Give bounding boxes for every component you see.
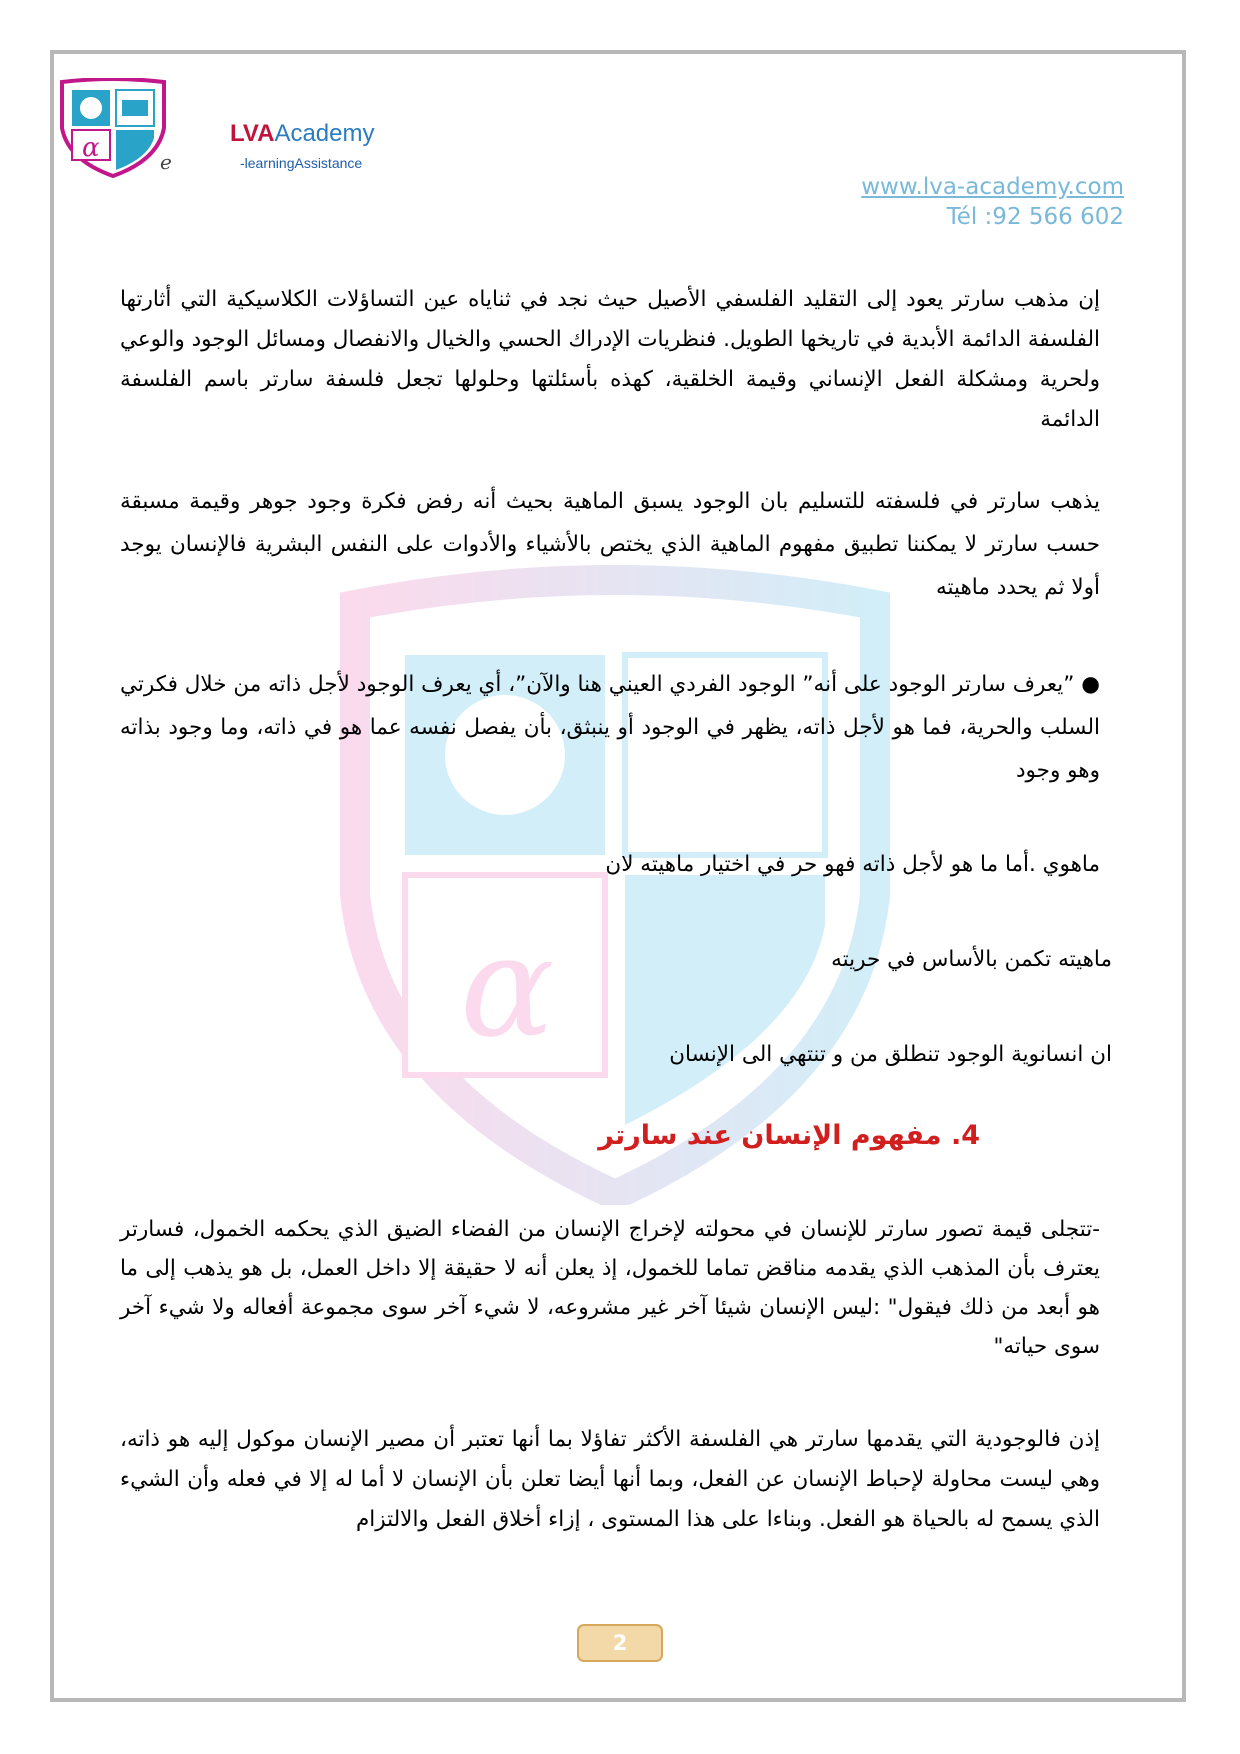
paragraph-5: ماهيته تكمن بالأساس في حريته [831,947,1112,972]
paragraph-6: ان انسانوية الوجود تنطلق من و تنتهي الى الإنسان [669,1042,1112,1067]
paragraph-3: ● ”يعرف سارتر الوجود على أنه” الوجود الفردي العيني هنا والآن”، أي يعرف الوجود لأجل ذاته من خلال فكرتي السلب والحرية، فما هو لأجل ذاته، يظهر في الوجود أو ينبثق، بأن يفصل نفسه عما هو في ذاته، وما وجود بذاته وهو وجود [120,672,1100,783]
svg-text:α: α [460,906,555,1069]
brand-tagline: -learningAssistance [240,155,363,171]
page-number: 2 [577,1624,663,1662]
website-link[interactable]: www.lva-academy.com [861,174,1124,200]
section-heading: 4. مفهوم الإنسان عند سارتر [598,1120,980,1151]
paragraph-1: إن مذهب سارتر يعود إلى التقليد الفلسفي الأصيل حيث نجد في ثناياه عين التساؤلات الكلاسيكية التي أثارتها الفلسفة الدائمة الأبدية في تاريخها الطويل. فنظريات الإدراك الحسي والخيال والانفصال ومسائل الوجود والوعي ولحرية ومشكلة الفعل الإنساني وقيمة الخلقية، كهذه بأسئلتها وحلولها تجعل فلسفة سارتر باسم الفلسفة الدائمة [120,287,1100,432]
paragraph-4: ماهوي .أما ما هو لأجل ذاته فهو حر في اختيار ماهيته لان [605,852,1100,877]
paragraph-8: إذن فالوجودية التي يقدمها سارتر هي الفلسفة الأكثر تفاؤلا بما أنها تعتبر أن مصير الإنسان موكول إليه هو ذاته، وهي ليست محاولة لإحباط الإنسان عن الفعل، وبما أنها أيضا تعلن بأن الإنسان لا أما له إلا في فعله وأن الشيء الذي يسمح له بالحياة هو الفعل. وبناءا على هذا المستوى ، إزاء أخلاق الفعل والالتزام [120,1427,1100,1532]
logo-e-letter: e [160,150,172,174]
brand-prefix: LVA [230,120,275,147]
paragraph-2: يذهب سارتر في فلسفته للتسليم بان الوجود يسبق الماهية بحيث أنه رفض فكرة وجود جوهر وقيمة مسبقة حسب سارتر لا يمكننا تطبيق مفهوم الماهية الذي يختص بالأشياء والأدوات على النفس البشرية فالإنسان يوجد أولا ثم يحدد ماهيته [120,489,1100,600]
phone-number: Tél :92 566 602 [946,204,1124,230]
brand-suffix: Academy [274,120,375,147]
brand-name [230,120,374,148]
watermark-logo [335,565,895,1205]
academy-logo [58,78,168,178]
svg-text:α: α [82,133,100,163]
paragraph-7: -تتجلى قيمة تصور سارتر للإنسان في محولته لإخراج الإنسان من الفضاء الضيق الذي يحكمه الخمول، فسارتر يعترف بأن المذهب الذي يقدمه مناقض تماما للخمول، إذ يعلن أنه لا حقيقة إلا داخل العمل، بل هو يذهب إلى ما هو أبعد من ذلك فيقول" :ليس الإنسان شيئا آخر غير مشروعه، لا شيء آخر سوى مجموعة أفعاله ولا شيء آخر سوى حياته" [120,1217,1100,1359]
